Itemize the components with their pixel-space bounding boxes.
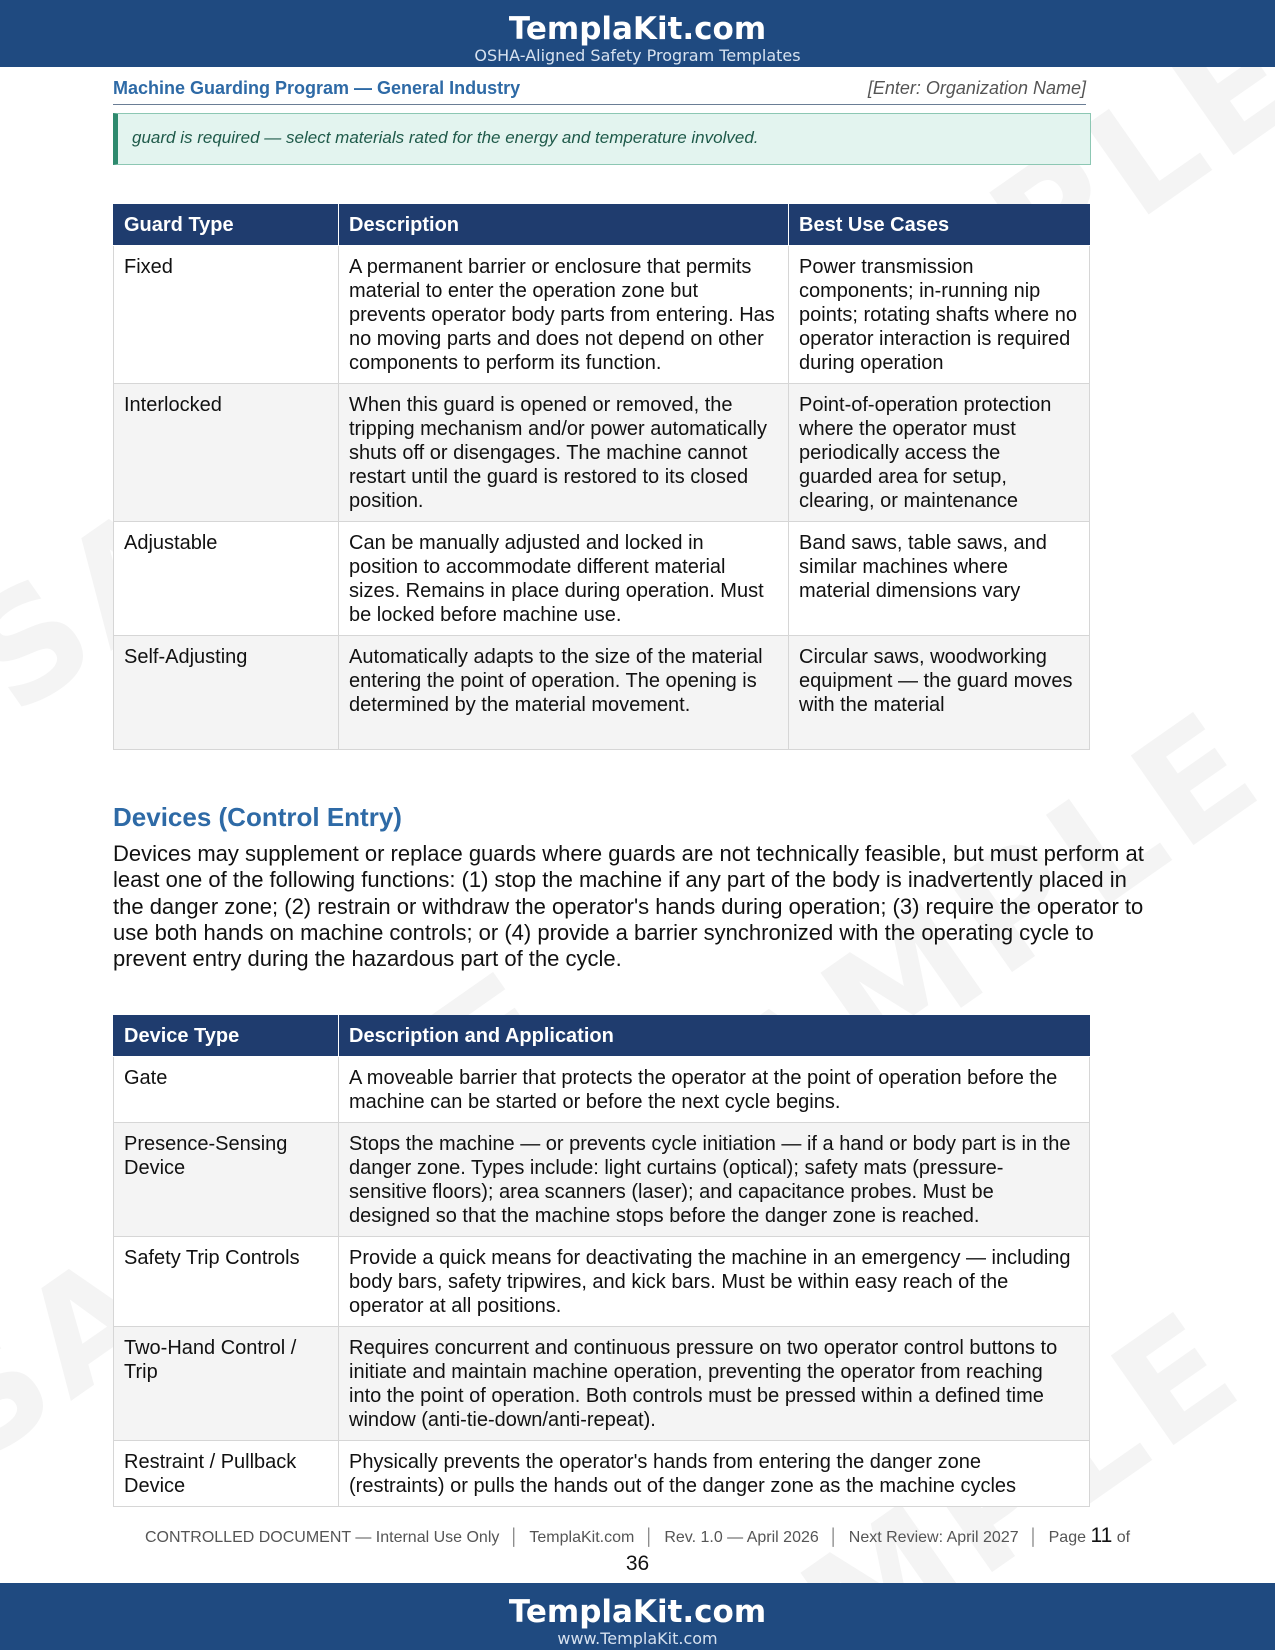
use-cases-cell: Band saws, table saws, and similar machines where material dimensions vary: [789, 522, 1090, 636]
device-type-cell: Restraint / Pullback Device: [114, 1441, 339, 1507]
device-type-cell: Two-Hand Control / Trip: [114, 1327, 339, 1441]
column-header: Description and Application: [339, 1016, 1090, 1057]
of-label: of: [1116, 1529, 1131, 1546]
brand-url: www.TemplaKit.com: [557, 1629, 718, 1648]
description-cell: A permanent barrier or enclosure that permits material to enter the operation zone but prevents operator body parts from entering. Has no moving parts and does not depend on other components to perform its function.: [339, 246, 789, 384]
use-cases-cell: Circular saws, woodworking equipment — the guard moves with the material: [789, 636, 1090, 750]
description-cell: Provide a quick means for deactivating the machine in an emergency — including body bars, safety tripwires, and kick bars. Must be within easy reach of the operator at all positions.: [339, 1237, 1090, 1327]
description-cell: Automatically adapts to the size of the material entering the point of operation. The opening is determined by the material movement.: [339, 636, 789, 750]
description-cell: Physically prevents the operator's hands from entering the danger zone (restraints) or pulls the hands out of the danger zone as the machine cycles: [339, 1441, 1090, 1507]
table-row: [114, 246, 1090, 384]
device-type-cell: Safety Trip Controls: [114, 1237, 339, 1327]
column-header: Guard Type: [114, 205, 339, 246]
description-cell: Stops the machine — or prevents cycle initiation — if a hand or body part is in the danger zone. Types include: light curtains (optical); safety mats (pressure-sensitive floors); area scanners (laser); and capacitance probes. Must be designed so that the machine stops before the danger zone is reached.: [339, 1123, 1090, 1237]
column-header: Description: [339, 205, 789, 246]
footer-separator: │: [644, 1529, 655, 1546]
table-row: [114, 1327, 1090, 1441]
guard-types-table: [113, 204, 1090, 750]
brand-tagline: OSHA-Aligned Safety Program Templates: [474, 46, 801, 65]
device-type-cell: Gate: [114, 1057, 339, 1123]
page-total: 36: [625, 1552, 650, 1575]
table-row: [114, 1441, 1090, 1507]
footer-next-review: Next Review: April 2027: [848, 1529, 1019, 1546]
column-header: Best Use Cases: [789, 205, 1090, 246]
table-row: [114, 384, 1090, 522]
top-banner: [0, 0, 1275, 67]
controlled-document-notice: CONTROLLED DOCUMENT — Internal Use Only: [144, 1529, 500, 1546]
page-number: 11: [1090, 1524, 1113, 1547]
column-header: Device Type: [114, 1016, 339, 1057]
use-cases-cell: Power transmission components; in-running nip points; rotating shafts where no operator interaction is required during operation: [789, 246, 1090, 384]
callout-box: [113, 113, 1091, 165]
description-cell: Can be manually adjusted and locked in position to accommodate different material sizes. Remains in place during operation. Must be locked before machine use.: [339, 522, 789, 636]
brand-title: TemplaKit.com: [508, 11, 767, 47]
footer-site: TemplaKit.com: [529, 1529, 635, 1546]
document-title: Machine Guarding Program — General Industry: [113, 78, 521, 98]
table-header-row: [114, 205, 1090, 246]
device-types-table: [113, 1015, 1090, 1507]
table-header-row: [114, 1016, 1090, 1057]
organization-name-placeholder: [Enter: Organization Name]: [867, 78, 1086, 98]
description-cell: Requires concurrent and continuous pressure on two operator control buttons to initiate and maintain machine operation, preventing the operator from reaching into the point of operation. Both controls must be pressed within a defined time window (anti-tie-down/anti-repeat).: [339, 1327, 1090, 1441]
page-footer: [113, 1523, 1162, 1579]
footer-revision: Rev. 1.0 — April 2026: [664, 1529, 819, 1546]
bottom-banner: [0, 1583, 1275, 1650]
table-row: [114, 1123, 1090, 1237]
guard-type-cell: Self-Adjusting: [114, 636, 339, 750]
guard-type-cell: Fixed: [114, 246, 339, 384]
footer-separator: │: [828, 1529, 839, 1546]
page-label: Page: [1048, 1529, 1086, 1546]
guard-type-cell: Adjustable: [114, 522, 339, 636]
running-header: [113, 78, 1086, 105]
footer-separator: │: [509, 1529, 520, 1546]
table-row: [114, 1057, 1090, 1123]
section-heading: Devices (Control Entry): [113, 802, 402, 832]
table-row: [114, 522, 1090, 636]
section-paragraph: Devices may supplement or replace guards where guards are not technically feasible, but must perform at least one of the following functions: (1) stop the machine if any part of the body is inadvertently placed in the danger zone; (2) restrain or withdraw the operator's hands during operation; (3) require the operator to use both hands on machine controls; or (4) provide a barrier synchronized with the operating cycle to prevent entry during the hazardous part of the cycle.: [113, 841, 1144, 972]
brand-title: TemplaKit.com: [508, 1594, 767, 1630]
use-cases-cell: Point-of-operation protection where the operator must periodically access the guarded area for setup, clearing, or maintenance: [789, 384, 1090, 522]
description-cell: When this guard is opened or removed, the tripping mechanism and/or power automatically shuts off or disengages. The machine cannot restart until the guard is restored to its closed position.: [339, 384, 789, 522]
device-type-cell: Presence-Sensing Device: [114, 1123, 339, 1237]
table-row: [114, 636, 1090, 750]
callout-text: guard is required — select materials rated for the energy and temperature involved.: [132, 128, 759, 147]
guard-type-cell: Interlocked: [114, 384, 339, 522]
table-row: [114, 1237, 1090, 1327]
description-cell: A moveable barrier that protects the operator at the point of operation before the machine can be started or before the next cycle begins.: [339, 1057, 1090, 1123]
footer-separator: │: [1028, 1529, 1039, 1546]
